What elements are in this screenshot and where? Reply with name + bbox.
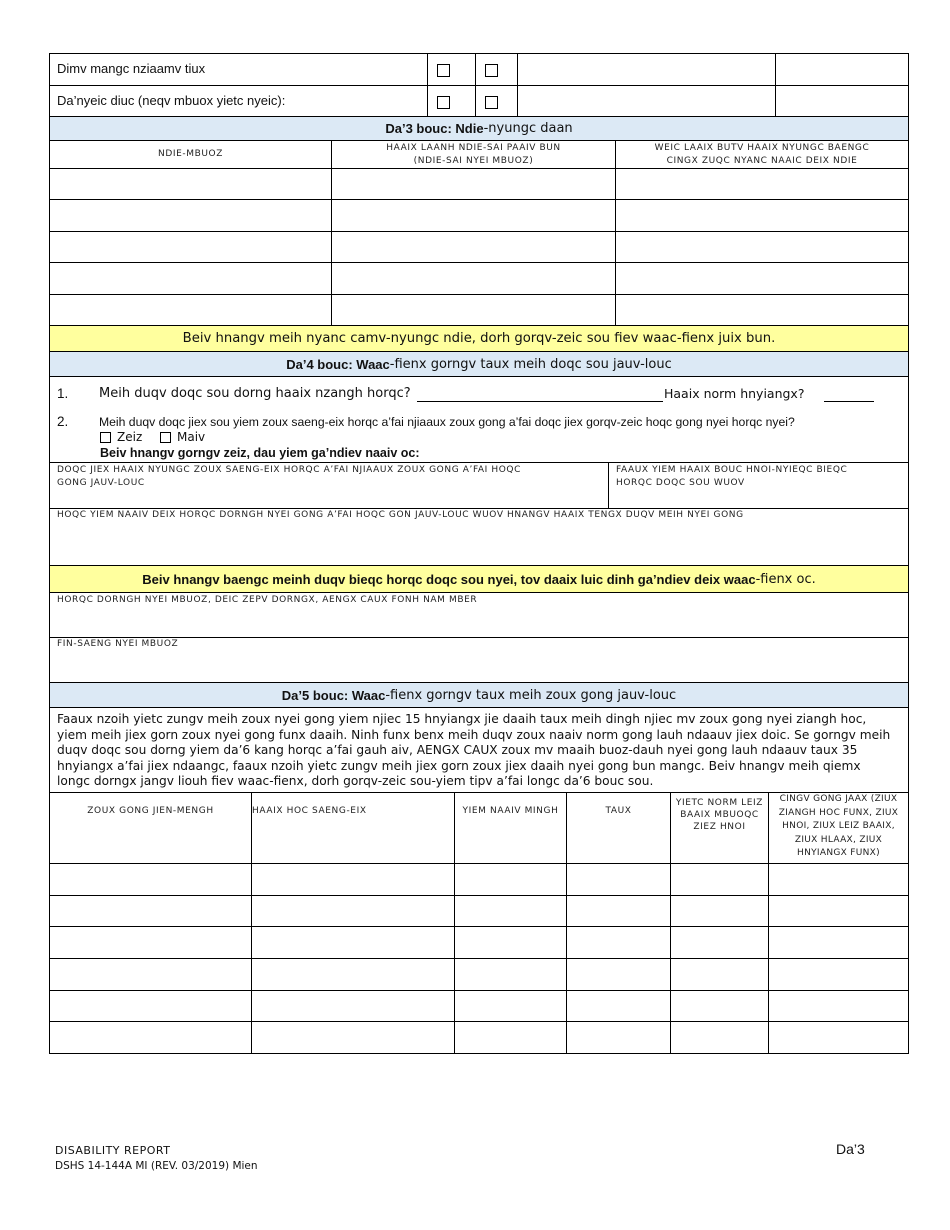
section5-instructions: Faaux nzoih yietc zungv meih zoux nyei gong yiem njiec 15 hnyiangx jie daaih taux meih dingh njiec mv zoux gong nyei ziangh hoc, yiem meih jiex gorn zoux nyei gong funx daaih. Ninh funx benx meih duqv zoux naaiv norm gong lauh ndaauv jiex doic. Se gorngv meih duqv doqc sou dorng yiem da’6 kang horqc a’fai gauh aiv, AENGX CAUX zoux mv maaih buoz-dauh nyei gong lauh ndaauv taux 35 hnyiangx a’fai jiex ndaangc, faaux nzoih yietc zungv meih jiex gorn zoux jiex daaih nyei gong bun mangc. Beiv hnangv meih qiemx longc dorngx jangv liouh fiev waac-fienx, dorh gorqv-zeic sou-yiem tipv a’fai longc da’6 bouc sou. <box>57 712 891 788</box>
text-field[interactable] <box>519 55 773 83</box>
column-header-from: YIEM NAAIV MINGH <box>462 806 559 816</box>
question-1-number: 1. <box>57 386 69 401</box>
school-address-field-label: HORQC DORNGH NYEI MBUOZ, DEIC ZEPV DORNGX, AENGX CAUX FONH NAM MBER <box>57 595 478 605</box>
yes-checkbox[interactable] <box>437 96 450 109</box>
section3-title-bold: Da’3 bouc: Ndie <box>385 121 484 136</box>
job-help-field-label: HOQC YIEM NAAIV DEIX HORQC DORNGH NYEI GONG A’FAI HOQC GON JAUV-LOUC WUOV HNANGV HAAIX TENGX DUQV MEIH NYEI GONG <box>57 510 744 520</box>
if-yes-note: Beiv hnangv gorngv zeiz, dau yiem ga’ndiev naaiv oc: <box>100 446 420 460</box>
column-header-to: TAUX <box>605 806 632 816</box>
teacher-name-field-label: FIN-SAENG NYEI MBUOZ <box>57 639 179 649</box>
column-header-pay-rate: CINGV GONG JAAX (ZIUX ZIANGH HOC FUNX, ZIUX HNOI, ZIUX LEIZ BAAIX, ZIUX HLAAX, ZIUX HNYIANGX FUNX) <box>778 794 899 858</box>
footer-report-title: DISABILITY REPORT <box>55 1144 171 1157</box>
no-label: Maiv <box>177 430 206 444</box>
footer-form-number: DSHS 14-144A MI (REV. 03/2019) Mien <box>55 1160 258 1172</box>
section3-note: Beiv hnangv meih nyanc camv-nyungc ndie, dorh gorqv-zeic sou fiev waac-fienx juix bun. <box>49 325 909 352</box>
yes-checkbox[interactable] <box>437 64 450 77</box>
page-number: Da’3 <box>836 1141 865 1157</box>
no-checkbox[interactable] <box>485 64 498 77</box>
section3-title-rest: -nyungc daan <box>483 121 573 136</box>
section4-header: Da’4 bouc: Waac -fienx gorngv taux meih doqc sou jauv-louc <box>49 351 909 377</box>
no-checkbox[interactable] <box>160 432 171 443</box>
completion-date-field-label: FAAUX YIEM HAAIX BOUC HNOI-NYIEQC BIEQC HORQC DOQC SOU WUOV <box>616 465 848 488</box>
column-header-business: HAAIX HOC SAENG-EIX <box>252 806 367 816</box>
text-field[interactable] <box>777 55 907 83</box>
yes-checkbox[interactable] <box>100 432 111 443</box>
text-field[interactable] <box>777 87 907 115</box>
column-header-days-per-week: YIETC NORM LEIZ BAAIX MBUOQC ZIEZ HNOI <box>675 798 764 832</box>
training-type-field-label: DOQC JIEX HAAIX NYUNGC ZOUX SAENG-EIX HORQC A’FAI NJIAAUX ZOUX GONG A’FAI HOQC GONG JAUV-LOUC <box>57 465 521 488</box>
column-header-medicine: NDIE-MBUOZ <box>157 149 224 159</box>
section3-header <box>49 116 909 141</box>
column-header-prescriber: HAAIX LAANH NDIE-SAI PAAIV BUN (NDIE-SAI NYEI MBUOZ) <box>386 142 561 166</box>
column-header-reason: WEIC LAAIX BUTV HAAIX NYUNGC BAENGC CINGX ZUQC NYANC NAAIC DEIX NDIE <box>654 142 870 166</box>
question-1-text: Meih duqv doqc sou dorng haaix nzangh horqc? <box>99 386 411 401</box>
highest-grade-field[interactable] <box>417 386 663 402</box>
grade-label: Haaix norm hnyiangx? <box>664 386 805 401</box>
no-checkbox[interactable] <box>485 96 498 109</box>
column-header-job-title: ZOUX GONG JIEN-MENGH <box>87 806 214 816</box>
question-2-text: Meih duqv doqc jiex sou yiem zoux saeng-eix horqc a’fai njiaaux zoux gong a’fai doqc jiex gorqv-zeic hoqc gong nyei horqc nyei? <box>99 415 795 429</box>
year-field[interactable] <box>824 386 874 402</box>
question-2-number: 2. <box>57 414 69 429</box>
top-row-label: Dimv mangc nziaamv tiux <box>57 61 206 76</box>
section4-note: Beiv hnangv baengc meinh duqv bieqc horqc doqc sou nyei, tov daaix luic dinh ga’ndiev deix waac -fienx oc. <box>49 565 909 593</box>
top-row-label: Da’nyeic diuc (neqv mbuox yietc nyeic): <box>57 93 286 108</box>
text-field[interactable] <box>519 87 773 115</box>
yes-label: Zeiz <box>117 430 143 444</box>
section5-header: Da’5 bouc: Waac -fienx gorngv taux meih zoux gong jauv-louc <box>49 682 909 708</box>
